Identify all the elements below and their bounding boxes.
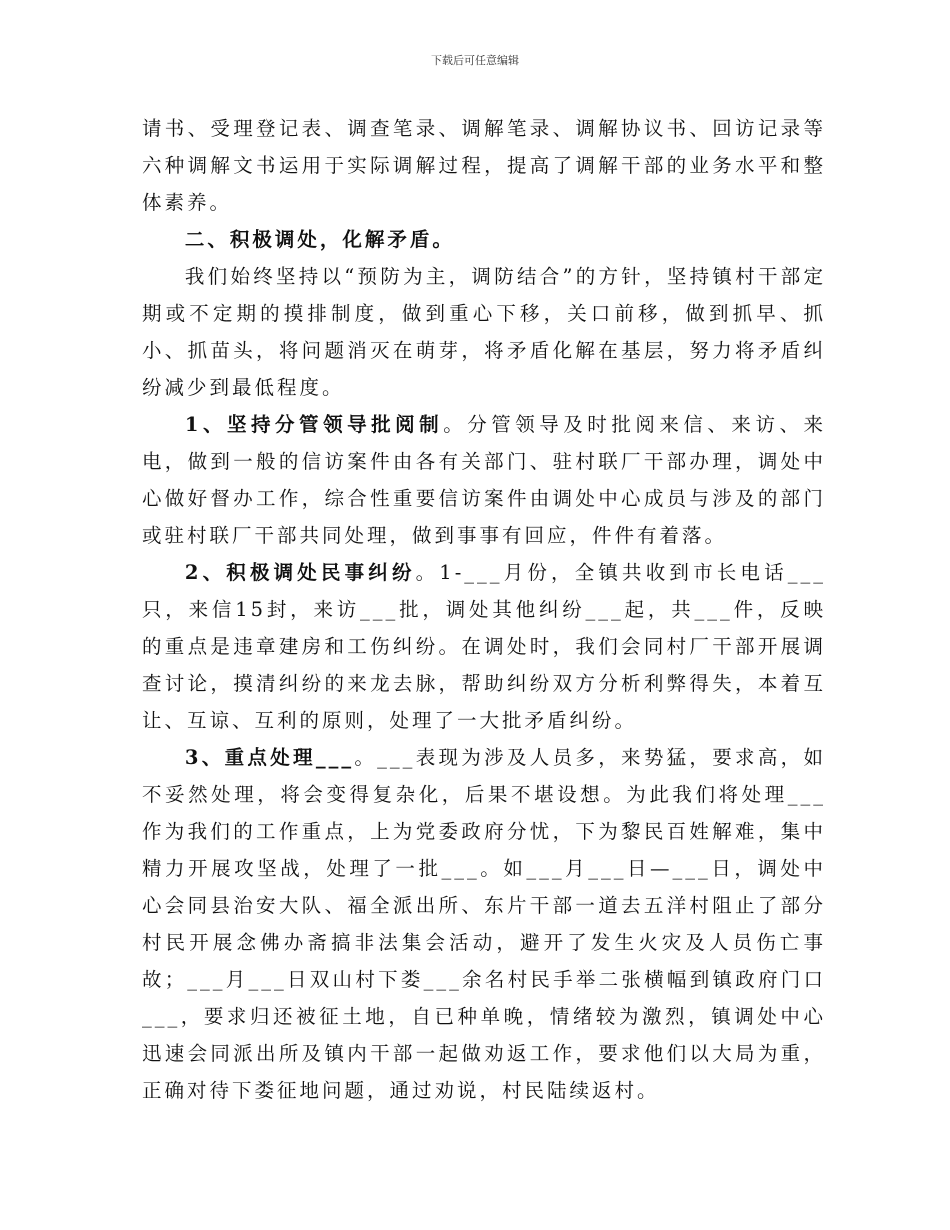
paragraph-item-2: [142, 554, 826, 739]
paragraph-continued: 请书、受理登记表、调查笔录、调解笔录、调解协议书、回访记录等六种调解文书运用于实际调解过程，提高了调解干部的业务水平和整体素养。: [142, 117, 826, 214]
section-heading: 二、积极调处，化解矛盾。: [184, 228, 455, 251]
item-1-body: 。分管领导及时批阅来信、来访、来电，做到一般的信访案件由各有关部门、驻村联厂干部办理，调处中心做好督办工作，综合性重要信访案件由调处中心成员与涉及的部门或驻村联厂干部共同处理，做到事事有回应，件件有着落。: [142, 413, 826, 547]
item-3-title-blank: ___: [315, 746, 355, 769]
item-1-title: 1、坚持分管领导批阅制: [184, 413, 444, 436]
paragraph-policy: 我们始终坚持以“预防为主，调防结合”的方针，坚持镇村干部定期或不定期的摸排制度，做到重心下移，关口前移，做到抓早、抓小、抓苗头，将问题消灭在萌芽，将矛盾化解在基层，努力将矛盾纠纷减少到最低程度。: [142, 265, 826, 399]
paragraph-item-3: [142, 739, 826, 1109]
paragraph-item-1: [142, 406, 826, 554]
document-body: [142, 110, 826, 1109]
page-header: 下载后可任意编辑: [431, 54, 519, 67]
item-3-body: 。___表现为涉及人员多，来势猛，要求高，如不妥然处理，将会变得复杂化，后果不堪设想。为此我们将处理___作为我们的工作重点，上为党委政府分忧，下为黎民百姓解难，集中精力开展攻坚战，处理了一批___。如___月___日—___日，调处中心会同县治安大队、福全派出所、东片干部一道去五洋村阻止了部分村民开展念佛办斋搞非法集会活动，避开了发生火灾及人员伤亡事故；___月___日双山村下娄___余名村民手举二张横幅到镇政府门口___，要求归还被征土地，自已种单晚，情绪较为激烈，镇调处中心迅速会同派出所及镇内干部一起做劝返工作，要求他们以大局为重，正确对待下娄征地问题，通过劝说，村民陆续返村。: [142, 746, 826, 1102]
item-2-body: 。1-___月份，全镇共收到市长电话___只，来信15封，来访___批，调处其他纠纷___起，共___件，反映的重点是违章建房和工伤纠纷。在调处时，我们会同村厂干部开展调查讨论，摸清纠纷的来龙去脉，帮助纠纷双方分析利弊得失，本着互让、互谅、互利的原则，处理了一大批矛盾纠纷。: [142, 561, 826, 732]
item-3-title: 3、重点处理: [184, 746, 316, 769]
item-2-title: 2、积极调处民事纠纷: [184, 561, 416, 584]
